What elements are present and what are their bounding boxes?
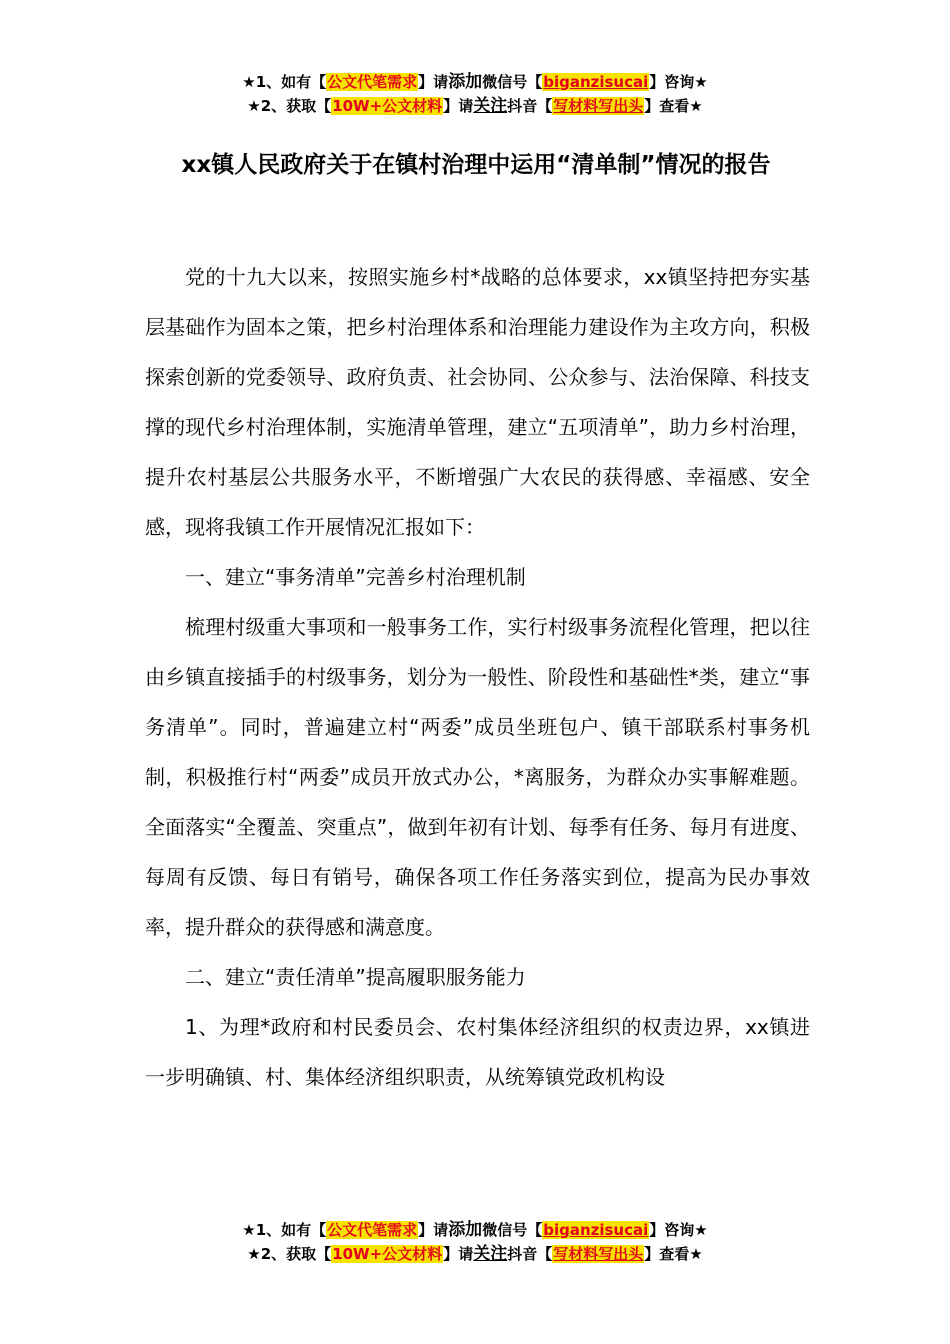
promo-text: 】请 — [443, 1245, 474, 1263]
promo-text: ★2、获取【 — [247, 1245, 332, 1263]
promo-highlight: 公文代笔需求 — [327, 73, 418, 91]
promo-banner-bottom — [0, 1218, 950, 1266]
promo-text: ★1、如有【 — [242, 1221, 327, 1239]
document-title: xx镇人民政府关于在镇村治理中运用“清单制”情况的报告 — [181, 152, 771, 178]
promo-text: 微信号【 — [482, 73, 543, 91]
promo-text: 抖音【 — [507, 97, 553, 115]
promo-text: 】请 — [418, 73, 449, 91]
promo-line-2 — [0, 1242, 950, 1266]
promo-text: 抖音【 — [507, 1245, 553, 1263]
promo-text: 】查看★ — [644, 1245, 703, 1263]
document-body — [145, 252, 810, 1102]
promo-line-2 — [0, 94, 950, 118]
promo-line-1 — [0, 1218, 950, 1242]
promo-emphasis: 关注 — [473, 96, 508, 116]
promo-line-1 — [0, 70, 950, 94]
paragraph-section-2-item-1: 1、为理*政府和村民委员会、农村集体经济组织的权责边界，xx镇进一步明确镇、村、集体经济组织职责，从统筹镇党政机构设 — [145, 1015, 810, 1089]
promo-text: 】咨询★ — [649, 1221, 708, 1239]
douyin-account-link[interactable]: 写材料写出头 — [553, 97, 644, 115]
promo-emphasis: 添加 — [448, 1220, 483, 1240]
section-heading-2: 二、建立“责任清单”提高履职服务能力 — [185, 965, 526, 989]
paragraph-intro: 党的十九大以来，按照实施乡村*战略的总体要求，xx镇坚持把夯实基层基础作为固本之策，把乡村治理体系和治理能力建设作为主攻方向，积极探索创新的党委领导、政府负责、社会协同、公众参与、法治保障、科技支撑的现代乡村治理体制，实施清单管理，建立“五项清单”，助力乡村治理，提升农村基层公共服务水平，不断增强广大农民的获得感、幸福感、安全感，现将我镇工作开展情况汇报如下： — [145, 265, 810, 539]
promo-text: ★2、获取【 — [247, 97, 332, 115]
promo-highlight: 公文代笔需求 — [327, 1221, 418, 1239]
promo-text: 】查看★ — [644, 97, 703, 115]
section-heading-1: 一、建立“事务清单”完善乡村治理机制 — [185, 565, 526, 589]
promo-banner-top — [0, 70, 950, 118]
promo-text: 微信号【 — [482, 1221, 543, 1239]
paragraph-section-1: 梳理村级重大事项和一般事务工作，实行村级事务流程化管理，把以往由乡镇直接插手的村级事务，划分为一般性、阶段性和基础性*类，建立“事务清单”。同时，普遍建立村“两委”成员坐班包户、镇干部联系村事务机制，积极推行村“两委”成员开放式办公，*离服务，为群众办实事解难题。全面落实“全覆盖、突重点”，做到年初有计划、每季有任务、每月有进度、每周有反馈、每日有销号，确保各项工作任务落实到位，提高为民办事效率，提升群众的获得感和满意度。 — [145, 615, 810, 939]
wechat-id-link[interactable]: biganzisucai — [543, 1221, 649, 1239]
promo-text: ★1、如有【 — [242, 73, 327, 91]
promo-text: 】请 — [443, 97, 474, 115]
wechat-id-link[interactable]: biganzisucai — [543, 73, 649, 91]
promo-highlight: 10W+公文材料 — [332, 1245, 443, 1263]
promo-text: 】咨询★ — [649, 73, 708, 91]
promo-emphasis: 添加 — [448, 72, 483, 92]
douyin-account-link[interactable]: 写材料写出头 — [553, 1245, 644, 1263]
promo-text: 】请 — [418, 1221, 449, 1239]
promo-emphasis: 关注 — [473, 1244, 508, 1264]
promo-highlight: 10W+公文材料 — [332, 97, 443, 115]
